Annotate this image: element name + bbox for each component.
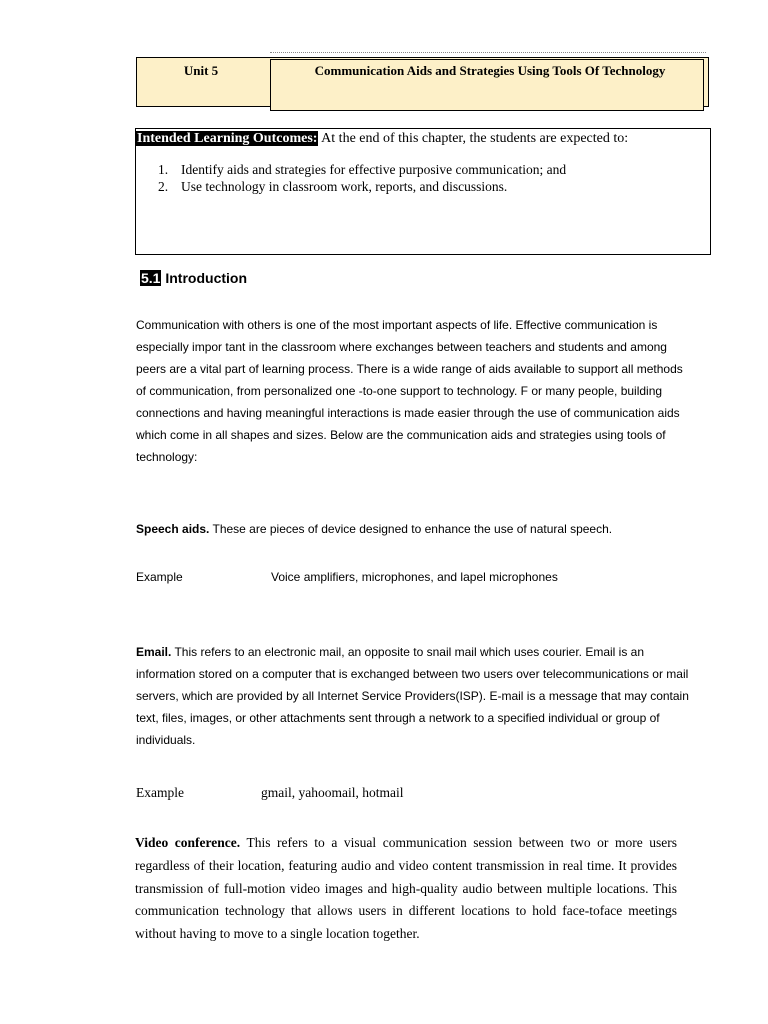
unit-label: Unit 5 [183,63,219,78]
section-title: Introduction [161,270,248,286]
speech-aids-text: These are pieces of device designed to enhance the use of natural speech. [209,522,613,536]
speech-example [136,570,558,584]
email-example [136,785,403,801]
email-example-value: gmail, yahoomail, hotmail [261,785,404,800]
list-item-number: 2. [158,179,169,194]
learning-outcomes-label: Intended Learning Outcomes: [137,131,318,146]
unit-title: Communication Aids and Strategies Using Tools Of Technology [314,63,666,78]
list-item [158,178,566,195]
speech-example-label: Example [136,570,183,584]
section-number: 5.1 [141,270,161,286]
video-conference-paragraph [135,832,677,946]
learning-outcomes-heading [136,131,628,147]
speech-example-value: Voice amplifiers, microphones, and lapel microphones [271,570,558,584]
email-example-label: Example [136,785,184,800]
speech-aids-paragraph [136,518,696,540]
list-item [158,161,566,178]
introduction-paragraph: Communication with others is one of the most important aspects of life. Effective communication is especially impor tant in the classroom where exchanges between teachers and students and among peers are a vital part of learning process. There is a wide range of aids available to support all methods of communication, from personalized one -to-one support to technology. F or many people, building connections and having meaningful interactions is made easier through the use of communication aids which come in all shapes and sizes. Below are the communication aids and strategies using tools of technology: [136,318,683,464]
email-term: Email. [136,645,172,659]
section-heading [140,270,247,286]
list-item-text: Identify aids and strategies for effective purposive communication; and [181,162,567,177]
speech-aids-term: Speech aids. [136,522,210,536]
email-paragraph [136,641,696,751]
learning-outcomes-intro: At the end of this chapter, the students are expected to: [318,131,629,146]
list-item-number: 1. [158,162,169,177]
video-conference-term: Video conference. [135,835,241,850]
list-item-text: Use technology in classroom work, reports, and discussions. [181,179,508,194]
dotted-rule [270,52,706,53]
learning-outcomes-list [158,161,566,195]
video-conference-text: This refers to a visual communication session between two or more users regardless of their location, featuring audio and video content transmission in real time. It provides transmission of full-motion video images and high-quality audio between multiple locations. This communication technology that allows users in different locations to hold face-toface meetings without having to move to a single location together. [135,835,677,942]
email-text: This refers to an electronic mail, an opposite to snail mail which uses courier. Email is an information stored on a computer that is exchanged between two users over telecommunications or mail servers, which are provided by all Internet Service Providers(ISP). E-mail is a message that may contain text, files, images, or other attachments sent through a network to a specified individual or group of individuals. [136,645,689,747]
